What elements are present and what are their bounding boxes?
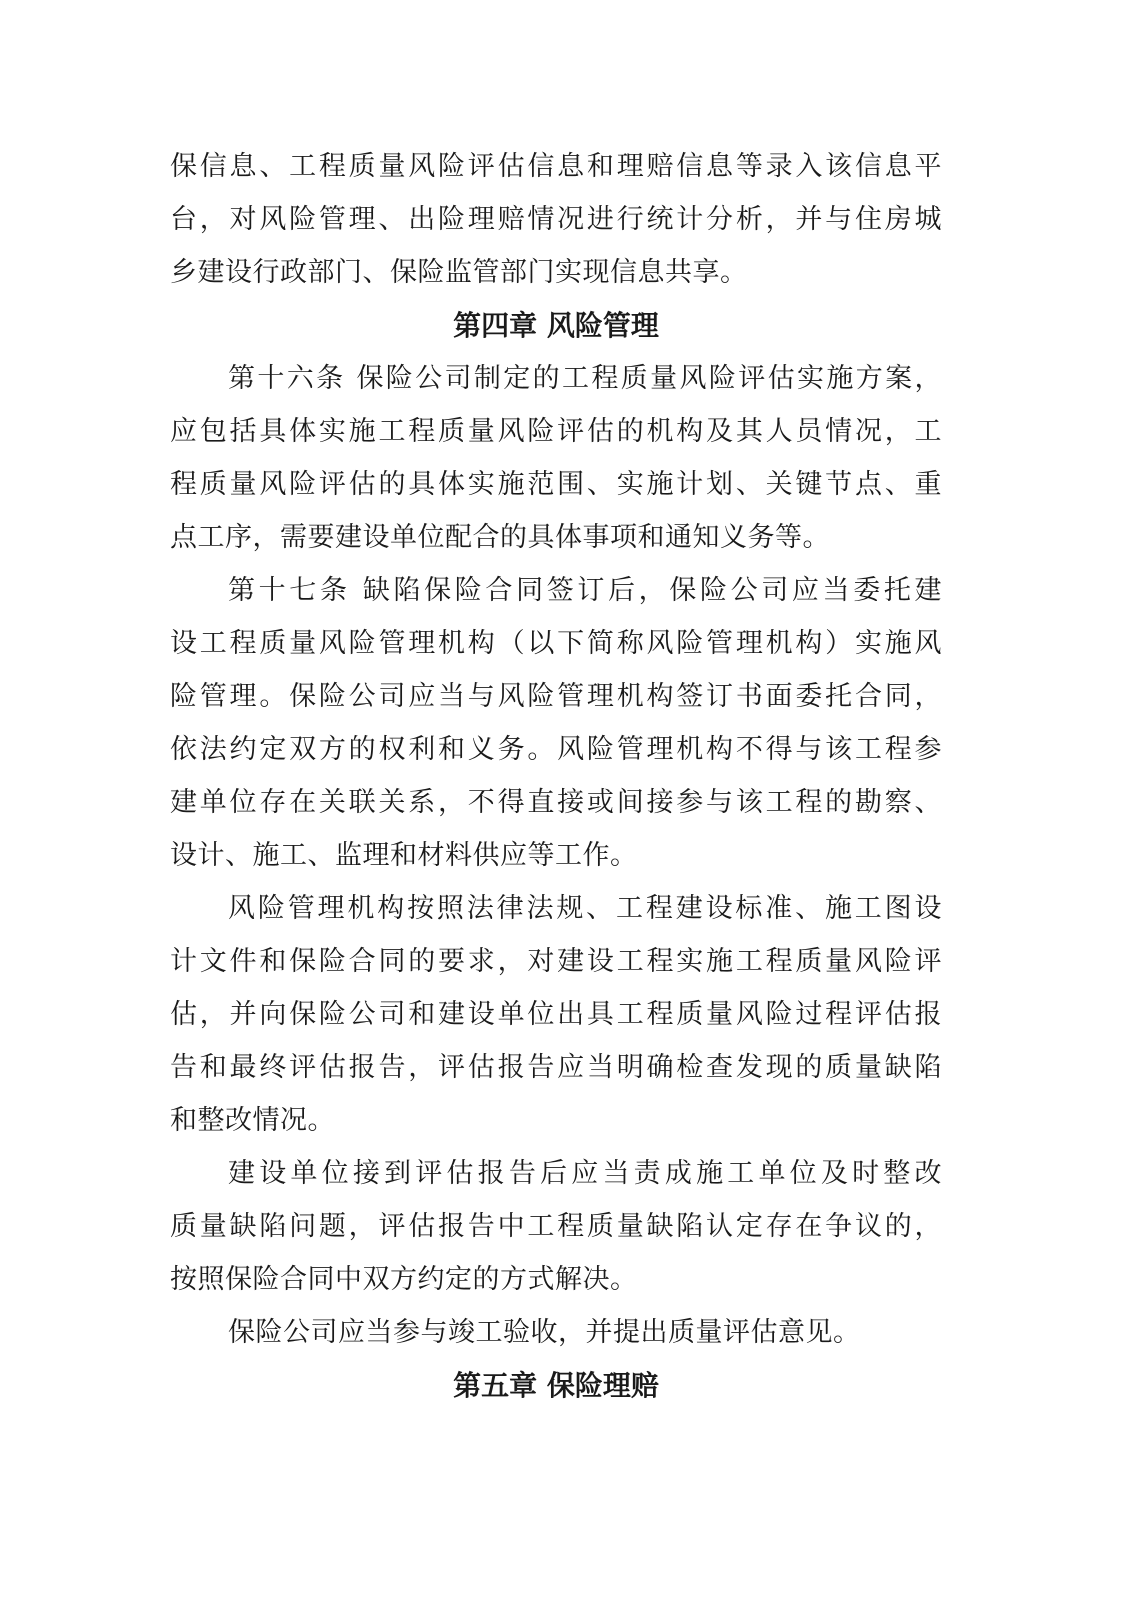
risk-management-paragraph [170,882,942,1147]
text-line: 设计、施工、监理和材料供应等工作。 [170,840,638,871]
text-line: 和整改情况。 [170,1105,335,1136]
text-line [170,564,942,617]
article-17-number: 第十七条 [228,575,351,606]
article-17-paragraph [170,564,942,882]
text-line: 按照保险合同中双方约定的方式解决。 [170,1264,638,1295]
chapter-5-heading: 第五章 保险理赔 [453,1369,659,1402]
text-line: 告和最终评估报告，评估报告应当明确检查发现的质量缺陷 [170,1052,942,1083]
text-line: 保信息、工程质量风险评估信息和理赔信息等录入该信息平 [170,151,942,182]
text-line: 点工序，需要建设单位配合的具体事项和通知义务等。 [170,522,830,553]
acceptance-paragraph [170,1306,942,1359]
article-16-number: 第十六条 [228,363,346,394]
article-16-line-1: 保险公司制定的工程质量风险评估实施方案， [345,363,942,394]
text-line: 保险公司应当参与竣工验收，并提出质量评估意见。 [228,1317,861,1348]
text-line: 程质量风险评估的具体实施范围、实施计划、关键节点、重 [170,469,942,500]
text-line: 建单位存在关联关系，不得直接或间接参与该工程的勘察、 [170,787,942,818]
text-line: 乡建设行政部门、保险监管部门实现信息共享。 [170,257,748,288]
text-line: 设工程质量风险管理机构（以下简称风险管理机构）实施风 [170,628,942,659]
construction-unit-paragraph [170,1147,942,1306]
text-line [170,352,942,405]
text-line: 质量缺陷问题，评估报告中工程质量缺陷认定存在争议的， [170,1211,942,1242]
text-line: 应包括具体实施工程质量风险评估的机构及其人员情况，工 [170,416,942,447]
text-line: 险管理。保险公司应当与风险管理机构签订书面委托合同， [170,681,942,712]
document-page [170,140,942,1412]
article-16-paragraph [170,352,942,564]
text-line: 风险管理机构按照法律法规、工程建设标准、施工图设 [228,893,942,924]
chapter-4-heading: 第四章 风险管理 [453,309,659,342]
text-line: 计文件和保险合同的要求，对建设工程实施工程质量风险评 [170,946,942,977]
text-line: 估，并向保险公司和建设单位出具工程质量风险过程评估报 [170,999,942,1030]
text-line: 建设单位接到评估报告后应当责成施工单位及时整改 [228,1158,942,1189]
text-line: 依法约定双方的权利和义务。风险管理机构不得与该工程参 [170,734,942,765]
continuation-paragraph [170,140,942,299]
article-17-line-1: 缺陷保险合同签订后，保险公司应当委托建 [350,575,942,606]
text-line: 台，对风险管理、出险理赔情况进行统计分析，并与住房城 [170,204,942,235]
